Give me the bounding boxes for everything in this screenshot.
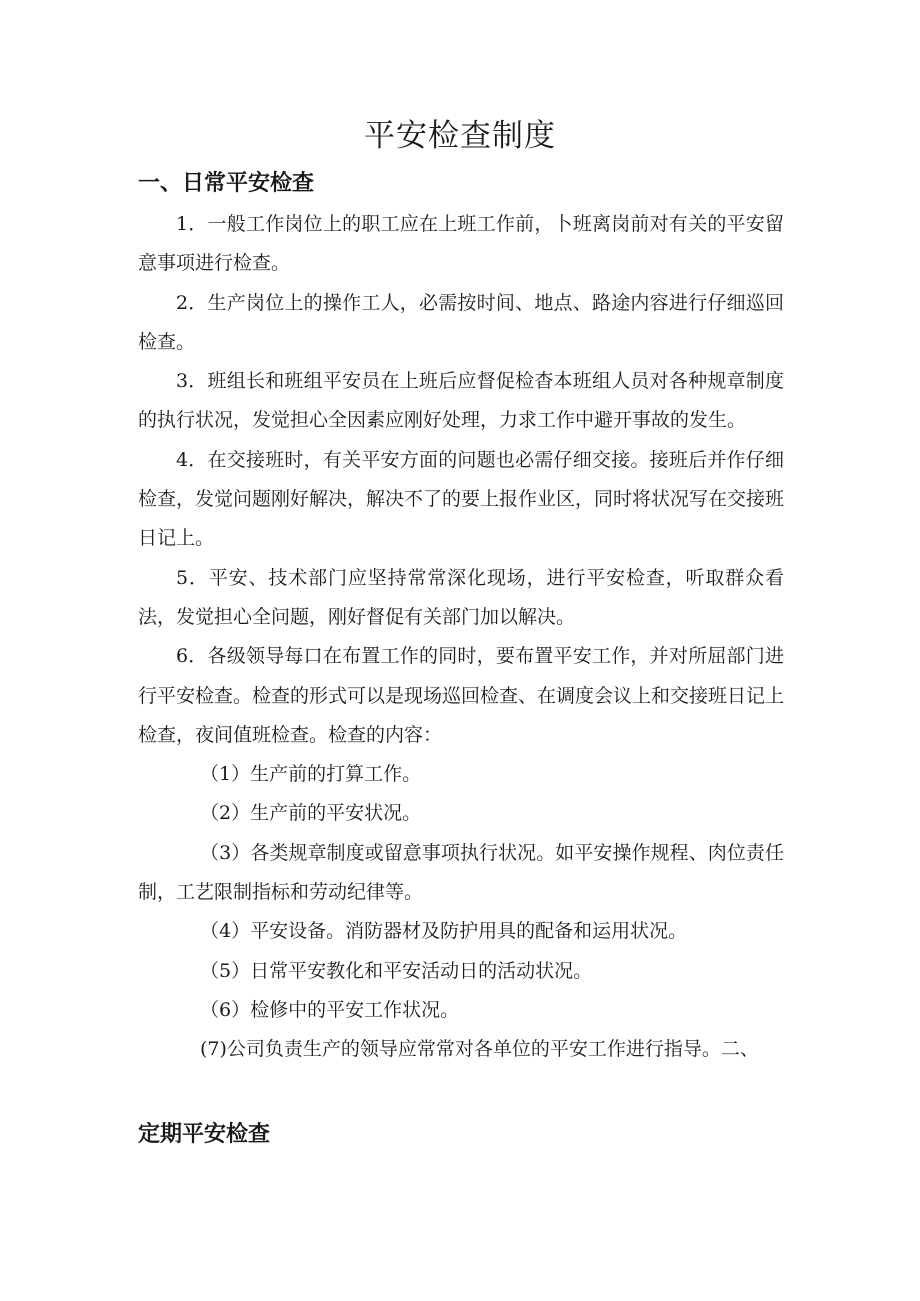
list-item-2: （2）生产前的平安状况。	[200, 802, 422, 825]
paragraph-1: 1．一般工作岗位上的职工应在上班工作前，卜班离岗前对有关的平安留意事项进行检查。	[138, 213, 784, 275]
list-item-3: （3）各类规章制度或留意事项执行状况。如平安操作规程、肉位责任制，工艺限制指标和劳动纪律等。	[138, 841, 784, 904]
list-item-6: （6）检修中的平安工作状况。	[200, 998, 460, 1021]
paragraph-3: 3．班组长和班组平安员在上班后应督促检杳本班组人员对各种规章制度的执行状况，发觉担心全因素应刚好处理，力求工作中避开事故的发生。	[138, 370, 784, 432]
paragraph-6: 6．各级领导每口在布置工作的同时，要布置平安工作，并对所屈部门进行平安检查。检查的形式可以是现场巡回检查、在调度会议上和交接班日记上检查，夜间值班检查。检查的内容：	[138, 645, 785, 746]
list-item-4: （4）平安设备。消防器材及防护用具的配备和运用状况。	[200, 920, 688, 943]
document-title: 平安检查制度	[364, 118, 556, 154]
section-heading-daily-check: 一、日常平安检查	[138, 171, 315, 196]
paragraph-5: 5．平安、技术部门应坚持常常深化现场，进行平安检查，听取群众看法，发觉担心全问题，刚好督促有关部门加以解决。	[138, 566, 784, 628]
paragraph-2: 2．生产岗位上的操作工人，必需按时间、地点、路途内容进行仔细巡回检查。	[138, 291, 784, 353]
document-body	[138, 205, 784, 1070]
section-heading-periodic-check: 定期平安检查	[138, 1122, 271, 1147]
paragraph-4: 4．在交接班时，有关平安方面的问题也必需仔细交接。接班后并作仔细检查，发觉问题刚好解决，解决不了的要上报作业区，同时将状况写在交接班日记上。	[138, 448, 785, 550]
list-item-1: （1）生产前的打算工作。	[200, 763, 422, 786]
list-item-7: (7)公司负责生产的领导应常常对各单位的平安工作进行指导。二、	[200, 1038, 759, 1061]
list-item-5: （5）日常平安教化和平安活动日的活动状况。	[200, 959, 593, 982]
